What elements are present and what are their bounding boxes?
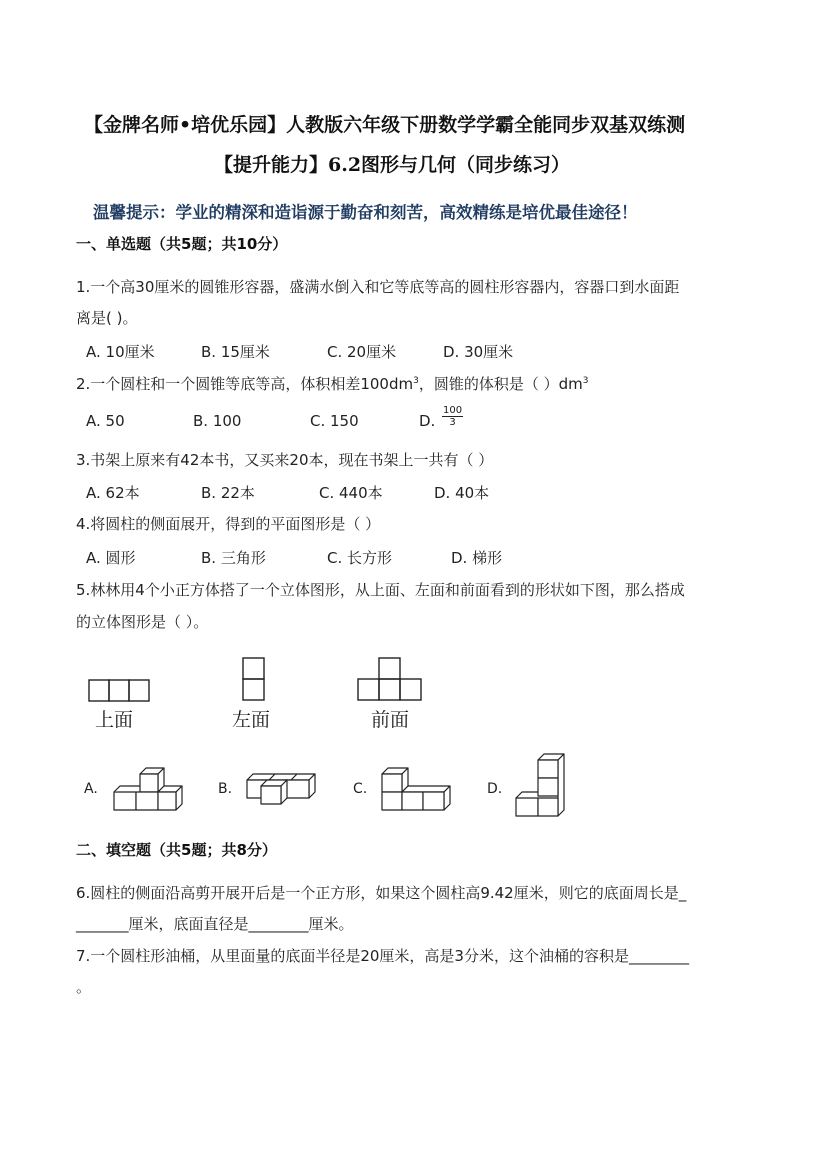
q1-option-d[interactable]: D. 30厘米 [443,343,514,361]
q4-text: 4.将圆柱的侧面展开，得到的平面图形是（ ） [76,515,381,533]
q2-option-c[interactable]: C. 150 [310,412,359,430]
q2-text-part2: ，圆锥的体积是（ ）dm [418,375,583,393]
q2-frac-numerator: 100 [443,405,463,416]
q1-text-line1: 1.一个高30厘米的圆锥形容器，盛满水倒入和它等底等高的圆柱形容器内，容器口到水面距 [76,278,680,296]
q3-option-b[interactable]: B. 22本 [201,484,255,502]
q4-option-c[interactable]: C. 长方形 [327,549,393,567]
q5-option-c-label[interactable]: C. [353,781,368,797]
q2-option-b[interactable]: B. 100 [193,412,242,430]
q5-text-line1: 5.林林用4个小正方体搭了一个立体图形，从上面、左面和前面看到的形状如下图，那么搭成 [76,581,685,599]
q5-option-b-figure[interactable] [245,772,320,808]
section2-heading: 二、填空题（共5题；共8分） [76,841,277,859]
q4-option-d[interactable]: D. 梯形 [451,549,503,567]
title-line2: 【提升能力】6.2图形与几何（同步练习） [214,154,571,176]
front-view-figure [357,657,427,703]
hint-text: 温馨提示：学业的精深和造诣源于勤奋和刻苦，高效精练是培优最佳途径！ [93,203,638,222]
q3-option-c[interactable]: C. 440本 [319,484,383,502]
q3-text: 3.书架上原来有42本书，又买来20本，现在书架上一共有（ ） [76,451,494,469]
front-view-label: 前面 [371,709,410,731]
q7-text-line1: 7.一个圆柱形油桶，从里面量的底面半径是20厘米，高是3分米，这个油桶的容积是________ [76,947,689,965]
q1-option-c[interactable]: C. 20厘米 [327,343,397,361]
q5-option-c-figure[interactable] [378,764,453,814]
left-view-figure [242,657,268,703]
q4-option-b[interactable]: B. 三角形 [201,549,266,567]
left-view-label: 左面 [232,709,271,731]
q3-option-a[interactable]: A. 62本 [86,484,140,502]
q5-option-b-label[interactable]: B. [218,781,233,797]
q5-option-a-label[interactable]: A. [84,781,98,797]
q5-option-d-label[interactable]: D. [487,781,503,797]
top-view-label: 上面 [95,709,134,731]
section1-heading: 一、单选题（共5题；共10分） [76,235,288,253]
q2-option-a[interactable]: A. 50 [86,412,125,430]
q2-frac-denominator: 3 [449,417,456,428]
q5-option-a-figure[interactable] [112,764,187,814]
q1-text-line2: 离是( )。 [76,309,138,327]
q6-text-line2: _______厘米，底面直径是________厘米。 [76,915,354,933]
q4-option-a[interactable]: A. 圆形 [86,549,136,567]
q2-sup1: 3 [413,376,419,386]
q5-option-d-figure[interactable] [514,752,569,822]
q2-sup2: 3 [582,376,589,386]
q2-option-d-fraction [442,405,463,428]
title-line1: 【金牌名师•培优乐园】人教版六年级下册数学学霸全能同步双基双练测 [84,114,686,136]
q5-text-line2: 的立体图形是（ ）。 [76,613,209,631]
top-view-figure [88,679,158,703]
q1-option-b[interactable]: B. 15厘米 [201,343,270,361]
q3-option-d[interactable]: D. 40本 [434,484,490,502]
q2-text [76,373,588,394]
q7-text-line2: 。 [76,978,92,996]
q2-option-d[interactable]: D. [419,412,436,430]
q6-text-line1: 6.圆柱的侧面沿高剪开展开后是一个正方形，如果这个圆柱高9.42厘米，则它的底面周长是_ [76,884,687,902]
q1-option-a[interactable]: A. 10厘米 [86,343,155,361]
q2-text-part1: 2.一个圆柱和一个圆锥等底等高，体积相差100dm [76,375,414,393]
